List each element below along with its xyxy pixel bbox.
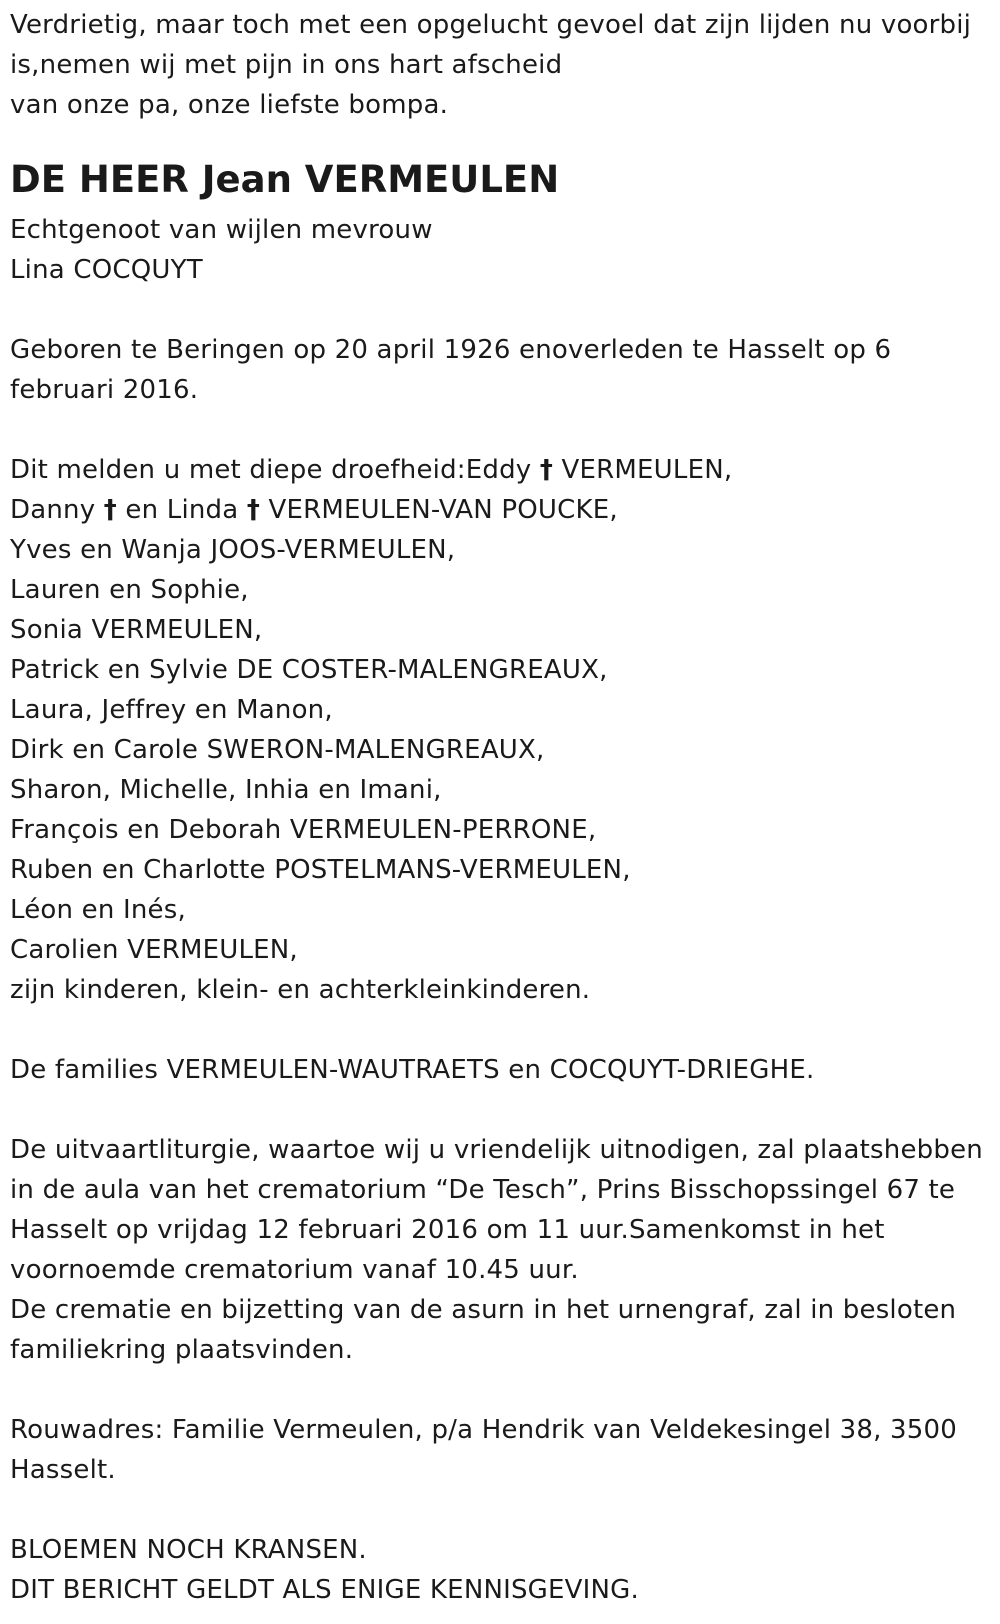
mourners-text: VERMEULEN, bbox=[553, 455, 733, 485]
mourners-line: Ruben en Charlotte POSTELMANS-VERMEULEN, bbox=[10, 855, 631, 885]
families-line: De families VERMEULEN-WAUTRAETS en COCQUYT-DRIEGHE. bbox=[10, 1055, 815, 1085]
ceremony-line: De crematie en bijzetting van de asurn in het urnengraf, zal in besloten bbox=[10, 1295, 957, 1325]
mourners-line: Sonia VERMEULEN, bbox=[10, 615, 263, 645]
mourners-line: François en Deborah VERMEULEN-PERRONE, bbox=[10, 815, 597, 845]
mourners-line bbox=[10, 450, 995, 490]
ceremony-paragraph bbox=[10, 1130, 995, 1370]
mourners-paragraph bbox=[10, 450, 995, 1010]
mourners-line: Yves en Wanja JOOS-VERMEULEN, bbox=[10, 535, 456, 565]
ceremony-line: familiekring plaatsvinden. bbox=[10, 1335, 354, 1365]
spacer bbox=[10, 1490, 995, 1530]
address-paragraph bbox=[10, 1410, 995, 1490]
mourners-line: Sharon, Michelle, Inhia en Imani, bbox=[10, 775, 442, 805]
deceased-name: DE HEER Jean VERMEULEN bbox=[10, 158, 560, 201]
mourners-text: VERMEULEN-VAN POUCKE, bbox=[260, 495, 618, 525]
closing-paragraph bbox=[10, 1530, 995, 1610]
mourners-text: Dit melden u met diepe droefheid:Eddy bbox=[10, 455, 540, 485]
spouse-paragraph bbox=[10, 210, 995, 290]
intro-line: Verdrietig, maar toch met een opgelucht gevoel dat zijn lijden nu voorbij bbox=[10, 10, 972, 40]
families-paragraph bbox=[10, 1050, 995, 1090]
ceremony-line: in de aula van het crematorium “De Tesch”, Prins Bisschopssingel 67 te bbox=[10, 1175, 956, 1205]
address-line: Rouwadres: Familie Vermeulen, p/a Hendrik van Veldekesingel 38, 3500 bbox=[10, 1415, 957, 1445]
closing-line: DIT BERICHT GELDT ALS ENIGE KENNISGEVING. bbox=[10, 1575, 639, 1605]
mourners-line: Lauren en Sophie, bbox=[10, 575, 249, 605]
birth-death-line: Geboren te Beringen op 20 april 1926 enoverleden te Hasselt op 6 bbox=[10, 335, 892, 365]
mourners-text: Danny bbox=[10, 495, 104, 525]
mourners-line: Dirk en Carole SWERON-MALENGREAUX, bbox=[10, 735, 545, 765]
intro-line: van onze pa, onze liefste bompa. bbox=[10, 90, 449, 120]
mourners-line: Carolien VERMEULEN, bbox=[10, 935, 298, 965]
cross-icon: † bbox=[539, 455, 554, 485]
intro-paragraph bbox=[10, 5, 995, 125]
spacer bbox=[10, 410, 995, 450]
spacer bbox=[10, 1370, 995, 1410]
mourners-line: Laura, Jeffrey en Manon, bbox=[10, 695, 333, 725]
cross-icon: † bbox=[246, 495, 261, 525]
birth-death-paragraph bbox=[10, 330, 995, 410]
ceremony-line: De uitvaartliturgie, waartoe wij u vriendelijk uitnodigen, zal plaatshebben bbox=[10, 1135, 983, 1165]
cross-icon: † bbox=[103, 495, 117, 525]
death-notice bbox=[10, 5, 995, 1610]
mourners-line: Patrick en Sylvie DE COSTER-MALENGREAUX, bbox=[10, 655, 608, 685]
address-line: Hasselt. bbox=[10, 1455, 116, 1485]
spacer bbox=[10, 1010, 995, 1050]
spouse-line: Lina COCQUYT bbox=[10, 255, 203, 285]
mourners-line bbox=[10, 490, 995, 530]
spacer bbox=[10, 290, 995, 330]
mourners-text: en Linda bbox=[116, 495, 247, 525]
closing-line: BLOEMEN NOCH KRANSEN. bbox=[10, 1535, 367, 1565]
spacer bbox=[10, 1090, 995, 1130]
spouse-line: Echtgenoot van wijlen mevrouw bbox=[10, 215, 433, 245]
intro-line: is,nemen wij met pijn in ons hart afscheid bbox=[10, 50, 563, 80]
mourners-line: zijn kinderen, klein- en achterkleinkinderen. bbox=[10, 975, 591, 1005]
ceremony-line: Hasselt op vrijdag 12 februari 2016 om 11 uur.Samenkomst in het bbox=[10, 1215, 885, 1245]
mourners-line: Léon en Inés, bbox=[10, 895, 186, 925]
birth-death-line: februari 2016. bbox=[10, 375, 199, 405]
ceremony-line: voornoemde crematorium vanaf 10.45 uur. bbox=[10, 1255, 579, 1285]
